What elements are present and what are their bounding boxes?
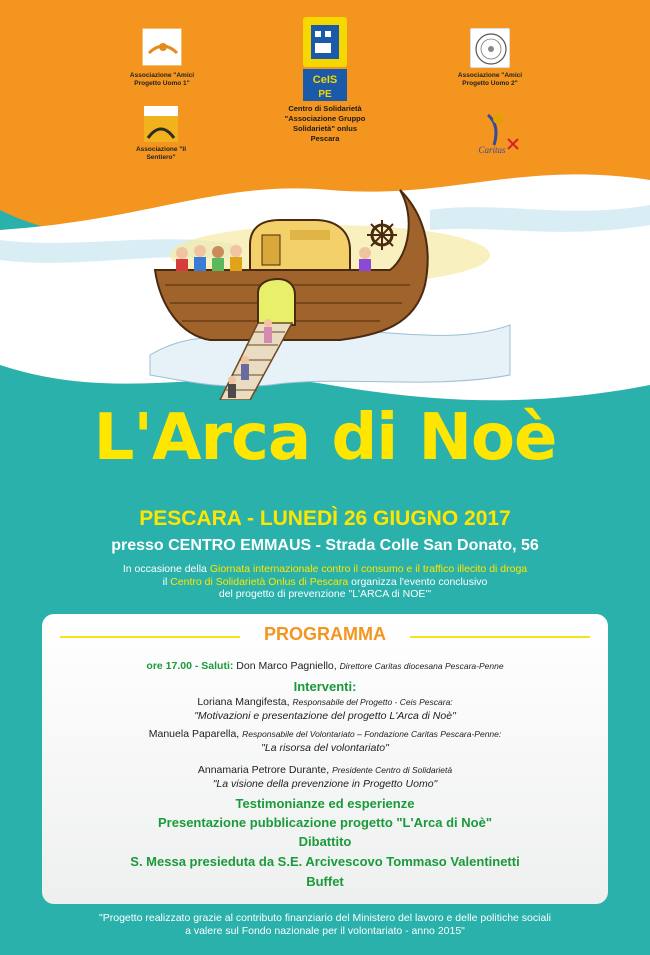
program-item-2: Presentazione pubblicazione progetto "L'Arca di Noè" — [158, 815, 492, 830]
footer-line-2: a valere sul Fondo nazionale per il volontariato - anno 2015" — [185, 924, 465, 937]
event-date-line: PESCARA - LUNEDÌ 26 GIUGNO 2017 — [139, 507, 511, 530]
speaker-2-role: Responsabile del Volontariato – Fondazione Caritas Pescara-Penne: — [242, 729, 502, 739]
occasion-l2-highlight: Centro di Solidarietà Onlus di Pescara — [170, 575, 349, 588]
occasion-line-1 — [0, 563, 650, 576]
speaker-3-name: Annamaria Petrore Durante, — [197, 764, 333, 776]
ceis-caption-l2: "Associazione Gruppo — [284, 114, 366, 123]
ceis-emblem-icon — [303, 17, 347, 103]
caritas-emblem-icon — [468, 105, 522, 159]
program-item-3: Dibattito — [298, 834, 352, 849]
occasion-l2-c: organizza l'evento conclusivo — [348, 575, 488, 588]
program-item-4: S. Messa presieduta da S.E. Arcivescovo Tommaso Valentinetti — [130, 854, 520, 869]
sentiero-logo — [144, 106, 178, 142]
saluti-name: Don Marco Pagniello, — [233, 660, 340, 672]
speaker-2-row — [42, 728, 608, 740]
assoc2-logo — [470, 28, 510, 68]
speaker-3-talk: "La visione della prevenzione in Progetto Uomo" — [212, 778, 438, 790]
program-box — [42, 614, 608, 904]
saluti-time: ore 17.00 - Saluti: — [146, 660, 234, 672]
ceis-logo — [303, 17, 347, 103]
handshake-icon — [143, 29, 183, 67]
occasion-l1-highlight: Giornata internazionale contro il consumo e il traffico illecito di droga — [209, 563, 528, 575]
speaker-3-row — [42, 764, 608, 776]
assoc1-logo — [142, 28, 182, 66]
speaker-2-talk: "La risorsa del volontariato" — [261, 742, 389, 754]
ship-wheel-icon — [367, 220, 397, 250]
program-item-1: Testimonianze ed esperienze — [235, 796, 415, 811]
ceis-caption-l4: Pescara — [310, 134, 340, 143]
ark-illustration — [140, 175, 520, 400]
event-venue-line: presso CENTRO EMMAUS - Strada Colle San Donato, 56 — [111, 537, 539, 554]
assoc1-caption: Associazione "Amici Progetto Uomo 1" — [129, 72, 195, 87]
saluti-row — [42, 660, 608, 672]
ceis-caption-l3: Solidarietà" onlus — [293, 124, 357, 133]
assoc2-caption: Associazione "Amici Progetto Uomo 2" — [457, 72, 523, 87]
footer-line-1: "Progetto realizzato grazie al contributo finanziario del Ministero del lavoro e delle politiche sociali — [99, 912, 551, 924]
seal-icon — [471, 29, 511, 69]
speaker-3-role: Presidente Centro di Solidarietà — [332, 765, 453, 775]
program-item-5: Buffet — [306, 874, 344, 889]
speaker-1-role: Responsabile del Progetto - Ceis Pescara: — [292, 697, 453, 707]
event-title: L'Arca di Noè — [93, 401, 557, 475]
ceis-mark2: PE — [318, 89, 332, 100]
speaker-1-name: Loriana Mangifesta, — [197, 696, 293, 708]
occasion-text — [0, 563, 650, 601]
ceis-mark: CeIS — [312, 74, 338, 86]
ceis-caption-l1: Centro di Solidarietà — [288, 104, 362, 113]
caritas-mark: Caritas — [478, 145, 506, 155]
occasion-l1-a: In occasione della — [122, 563, 210, 575]
path-icon — [144, 106, 178, 142]
sentiero-caption: Associazione "Il Sentiero" — [135, 146, 187, 161]
speaker-1-talk: "Motivazioni e presentazione del progetto L'Arca di Noè" — [194, 710, 456, 722]
occasion-line-2 — [0, 576, 650, 589]
occasion-line-3: del progetto di prevenzione "L'ARCA di NOE'" — [218, 588, 432, 600]
speaker-1-row — [42, 696, 608, 708]
occasion-l2-a: il — [162, 575, 171, 588]
interventi-heading: Interventi: — [293, 679, 357, 694]
ceis-caption — [262, 104, 388, 144]
speaker-2-name: Manuela Paparella, — [148, 728, 243, 740]
program-title: PROGRAMMA — [264, 624, 386, 644]
caritas-logo — [468, 105, 522, 159]
funding-footer — [0, 912, 650, 937]
saluti-role: Direttore Caritas diocesana Pescara-Penne — [339, 661, 504, 671]
